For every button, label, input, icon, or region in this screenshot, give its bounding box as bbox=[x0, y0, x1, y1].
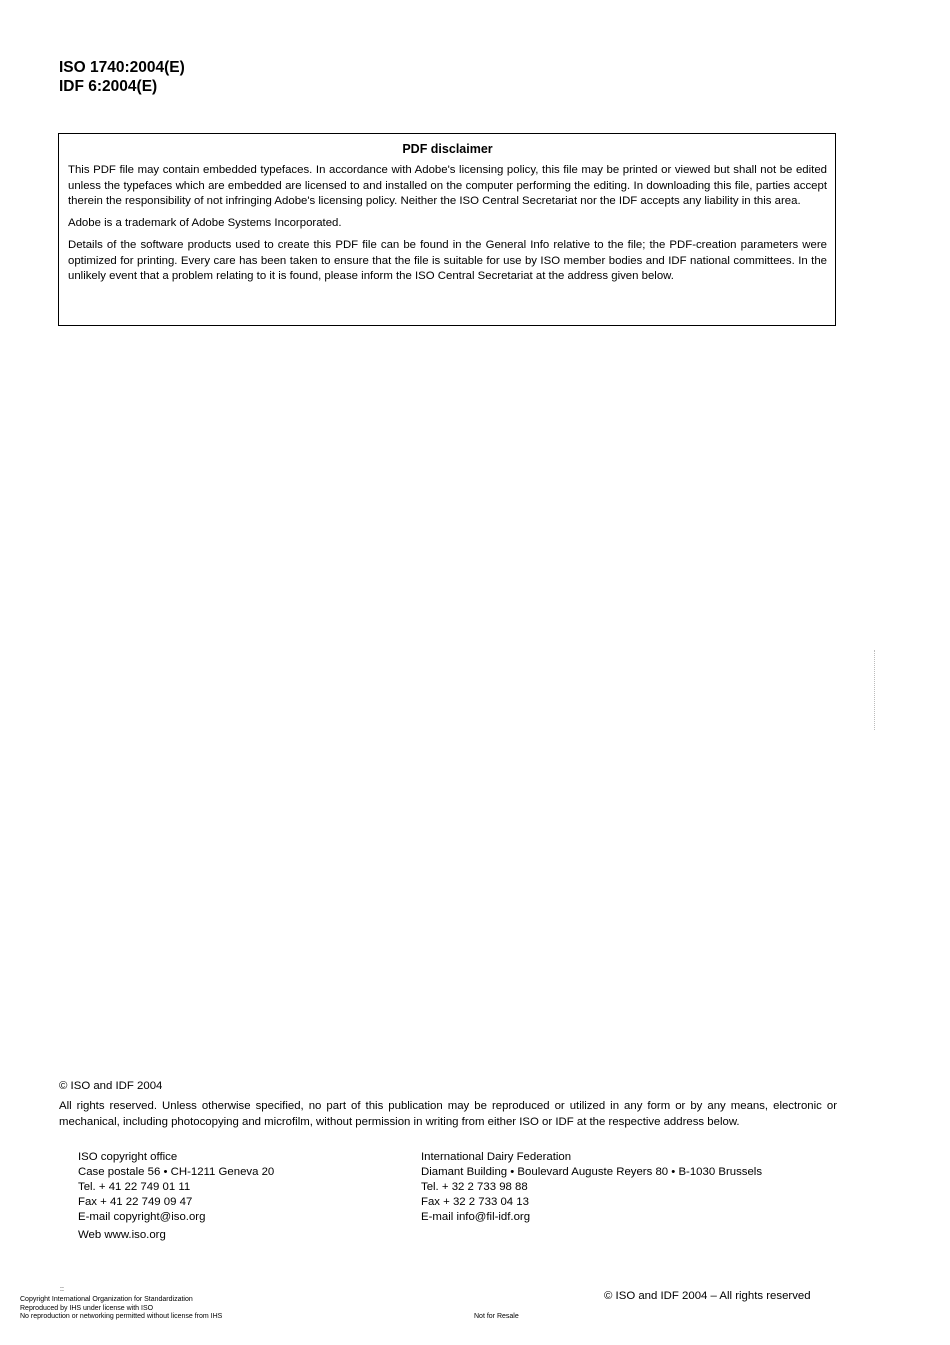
disclaimer-paragraph: This PDF file may contain embedded typefaces. In accordance with Adobe's licensing policy, this file may be printed or viewed but shall not be edited unless the typefaces which are embedded are licensed to and installed on the computer performing the editing. In downloading this file, parties accept therein the responsibility of not infringing Adobe's licensing policy. Neither the ISO Central Secretariat nor the IDF accepts any liability in this area. bbox=[68, 164, 827, 207]
footer-rights: © ISO and IDF 2004 – All rights reserved bbox=[604, 1290, 811, 1302]
idf-email[interactable]: E-mail info@fil-idf.org bbox=[421, 1211, 531, 1223]
ihs-line: No reproduction or networking permitted without license from IHS bbox=[20, 1313, 223, 1320]
rights-text: All rights reserved. Unless otherwise specified, no part of this publication may be reproduced or utilized in any form or by any means, electronic or mechanical, including photocopying and microfilm, without permission in writing from either ISO or IDF at the respective address below. bbox=[59, 1100, 837, 1128]
not-for-resale: Not for Resale bbox=[474, 1313, 519, 1320]
iso-fax: Fax + 41 22 749 09 47 bbox=[78, 1196, 193, 1208]
iso-office: ISO copyright office bbox=[78, 1151, 178, 1163]
idf-number: IDF 6:2004(E) bbox=[59, 78, 158, 95]
copyright-line: © ISO and IDF 2004 bbox=[59, 1080, 163, 1092]
disclaimer-paragraph: Details of the software products used to create this PDF file can be found in the General Info relative to the file; the PDF-creation parameters were optimized for printing. Every care has been taken to ensure that the file is suitable for use by ISO member bodies and IDF national committees. In the unlikely event that a problem relating to it is found, please inform the ISO Central Secretariat at the address given below. bbox=[68, 239, 827, 283]
iso-postal: Case postale 56 • CH-1211 Geneva 20 bbox=[78, 1166, 275, 1178]
iso-email[interactable]: E-mail copyright@iso.org bbox=[78, 1211, 206, 1223]
idf-name: International Dairy Federation bbox=[421, 1151, 572, 1163]
disclaimer-paragraph: Adobe is a trademark of Adobe Systems Incorporated. bbox=[68, 217, 342, 230]
disclaimer-title: PDF disclaimer bbox=[402, 142, 493, 156]
idf-postal: Diamant Building • Boulevard Auguste Reyers 80 • B-1030 Brussels bbox=[421, 1166, 763, 1178]
copyright-notice bbox=[59, 1079, 837, 1130]
idf-address bbox=[421, 1150, 762, 1225]
faint-vertical-mark bbox=[874, 650, 877, 730]
pdf-disclaimer-box bbox=[58, 133, 836, 326]
ihs-notice bbox=[20, 1296, 222, 1322]
footer-mark: :: bbox=[60, 1286, 64, 1293]
ihs-line: Reproduced by IHS under license with ISO bbox=[20, 1304, 154, 1312]
ihs-line: Copyright International Organization for Standardization bbox=[20, 1296, 193, 1303]
idf-tel: Tel. + 32 2 733 98 88 bbox=[421, 1181, 528, 1193]
idf-fax: Fax + 32 2 733 04 13 bbox=[421, 1196, 529, 1208]
iso-address bbox=[78, 1150, 274, 1243]
standard-number: ISO 1740:2004(E) bbox=[59, 59, 185, 76]
iso-web[interactable]: Web www.iso.org bbox=[78, 1229, 166, 1241]
document-header bbox=[59, 58, 185, 96]
iso-tel: Tel. + 41 22 749 01 11 bbox=[78, 1181, 191, 1193]
